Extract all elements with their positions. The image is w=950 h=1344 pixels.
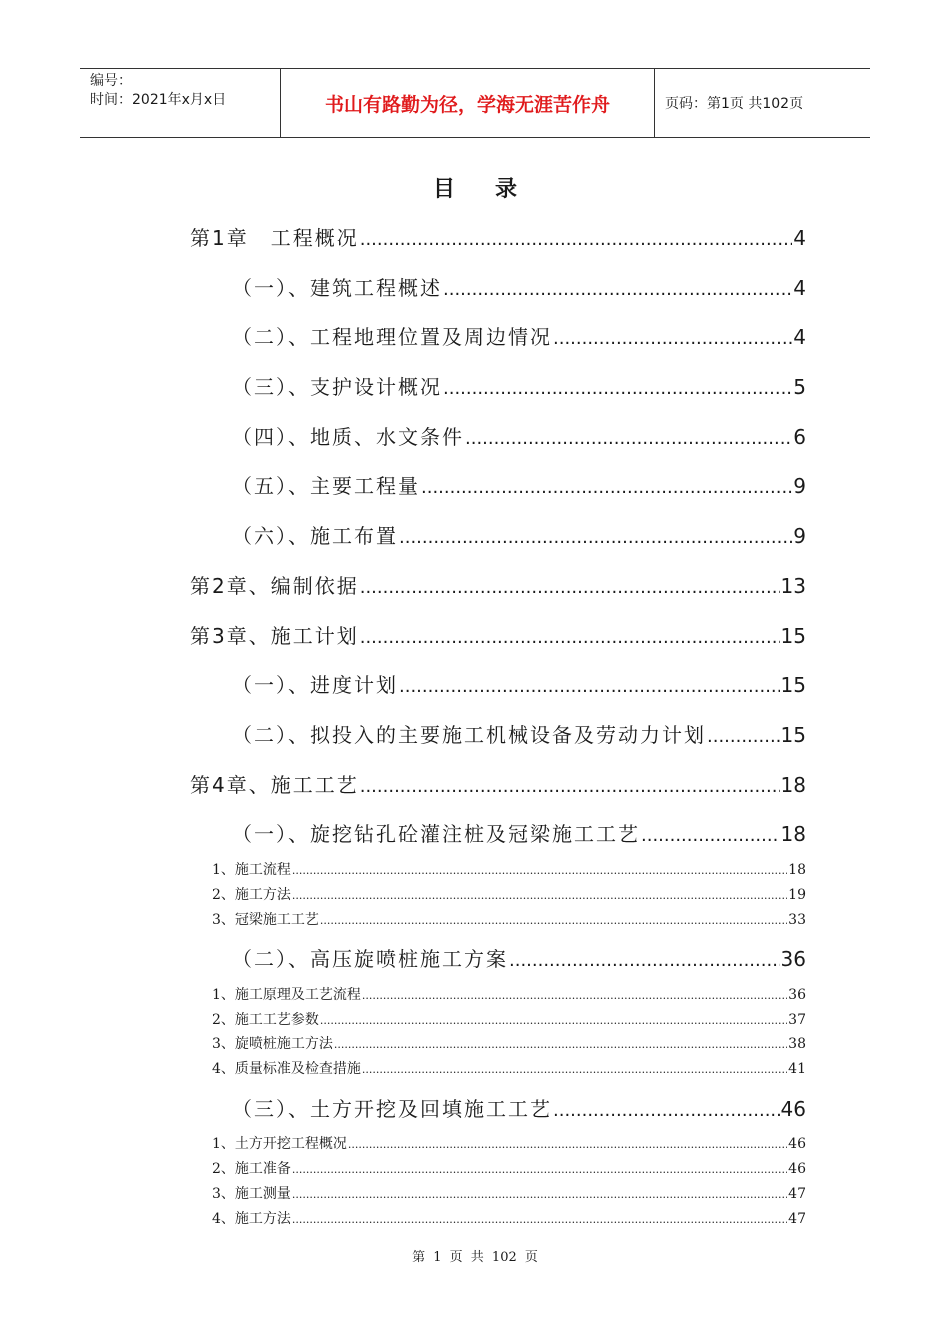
toc-subentry[interactable]: 1、施工原理及工艺流程 ..... 36	[212, 984, 806, 1004]
toc-subentry[interactable]: 2、施工工艺参数 ..... 37	[212, 1009, 806, 1029]
toc-entry[interactable]: （三）、支护设计概况 ..... 5	[232, 371, 806, 400]
toc-entry[interactable]: （四）、地质、水文条件 ..... 6	[232, 421, 806, 450]
toc-entry[interactable]: （一）、建筑工程概述 ..... 4	[232, 272, 806, 301]
doc-code-label: 编号：	[90, 73, 132, 89]
toc-entry[interactable]: 第4章、施工工艺 ..... 18	[190, 769, 806, 798]
toc-entry[interactable]: 第1章 工程概况 ..... 4	[190, 222, 806, 251]
toc-subentry[interactable]: 2、施工方法 ..... 19	[212, 884, 806, 904]
toc-entry[interactable]: （二）、高压旋喷桩施工方案 ..... 36	[232, 943, 806, 972]
header-motto: 书山有路勤为径，学海无涯苦作舟	[281, 69, 655, 137]
toc-entry[interactable]: （二）、拟投入的主要施工机械设备及劳动力计划 ..... 15	[232, 719, 806, 748]
header-page-info: 页码：第1页 共102页	[665, 96, 804, 112]
toc-entry[interactable]: 第2章、编制依据 ..... 13	[190, 570, 806, 599]
toc-subentry[interactable]: 2、施工准备 ..... 46	[212, 1158, 806, 1178]
toc-entry[interactable]: （三）、土方开挖及回填施工工艺 ..... 46	[232, 1093, 806, 1122]
toc-subentry[interactable]: 4、质量标准及检查措施 ..... 41	[212, 1058, 806, 1078]
toc-subentry[interactable]: 1、土方开挖工程概况 ..... 46	[212, 1133, 806, 1153]
toc-title: 目录	[432, 177, 557, 202]
toc-subentry[interactable]: 1、施工流程 ..... 18	[212, 859, 806, 879]
page-footer: 第 1 页 共 102 页	[412, 1250, 538, 1265]
toc-entry[interactable]: （五）、主要工程量 ..... 9	[232, 470, 806, 499]
header-meta	[80, 69, 281, 137]
toc-entry[interactable]: （二）、工程地理位置及周边情况 ..... 4	[232, 321, 806, 350]
doc-time-label: 时间：2021年x月x日	[90, 92, 227, 108]
toc-entry[interactable]: （六）、施工布置 ..... 9	[232, 520, 806, 549]
toc-entry[interactable]: （一）、旋挖钻孔砼灌注桩及冠梁施工工艺 ..... 18	[232, 818, 806, 847]
toc-entry[interactable]: 第3章、施工计划 ..... 15	[190, 620, 806, 649]
toc-subentry[interactable]: 4、施工方法 ..... 47	[212, 1208, 806, 1228]
toc-subentry[interactable]: 3、旋喷桩施工方法 ..... 38	[212, 1033, 806, 1053]
toc-entry[interactable]: （一）、进度计划 ..... 15	[232, 669, 806, 698]
page-header	[80, 68, 870, 138]
toc-subentry[interactable]: 3、施工测量 ..... 47	[212, 1183, 806, 1203]
toc-subentry[interactable]: 3、冠梁施工工艺 ..... 33	[212, 909, 806, 929]
